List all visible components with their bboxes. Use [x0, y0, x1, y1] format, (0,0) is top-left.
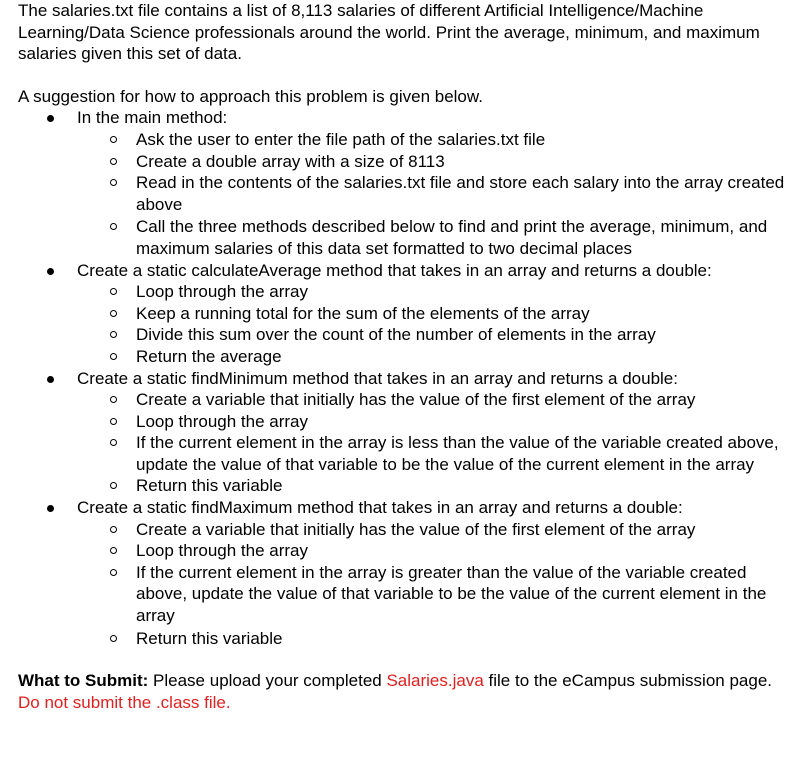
section-find-maximum — [18, 497, 788, 649]
intro-paragraph: The salaries.txt file contains a list of 8,113 salaries of different Artificial Intelligence/Machine Learning/Data Science professionals around the world. Print the average, minimum, and maximum salaries given this set of data. — [18, 1, 760, 64]
hollow-bullet-icon — [110, 526, 117, 533]
hollow-bullet-icon — [110, 418, 117, 425]
hollow-bullet-icon — [110, 569, 117, 576]
filled-bullet-icon — [47, 505, 54, 512]
sub-list — [77, 129, 788, 260]
hollow-bullet-icon — [110, 223, 117, 230]
list-item: Call the three methods described below to find and print the average, minimum, and maximum salaries of this data set formatted to two decimal places — [76, 216, 788, 259]
section-find-minimum — [18, 368, 788, 498]
hollow-bullet-icon — [110, 482, 117, 489]
list-item: If the current element in the array is less than the value of the variable created above, update the value of that variable to be the value of the current element in the array — [76, 432, 788, 475]
submission-instructions — [18, 670, 788, 713]
instruction-list — [18, 107, 788, 649]
list-item: Loop through the array — [76, 540, 788, 562]
section-calculate-average — [18, 260, 788, 368]
hollow-bullet-icon — [110, 439, 117, 446]
list-item: Ask the user to enter the file path of the salaries.txt file — [76, 129, 788, 151]
section-label: Create a static calculateAverage method that takes in an array and returns a double: — [77, 260, 712, 280]
hollow-bullet-icon — [110, 288, 117, 295]
list-item: Loop through the array — [76, 411, 788, 433]
list-item: Return the average — [76, 346, 788, 368]
submit-text-before: Please upload your completed — [148, 671, 387, 691]
submit-label: What to Submit: — [18, 671, 149, 691]
hollow-bullet-icon — [110, 158, 117, 165]
hollow-bullet-icon — [110, 353, 117, 360]
hollow-bullet-icon — [110, 396, 117, 403]
submit-warning: Do not submit the .class file. — [18, 692, 231, 712]
list-item: Divide this sum over the count of the number of elements in the array — [76, 324, 788, 346]
list-item: Keep a running total for the sum of the elements of the array — [76, 303, 788, 325]
list-item: Return this variable — [76, 475, 788, 497]
sub-list — [77, 281, 788, 367]
section-main-method — [18, 107, 788, 259]
filled-bullet-icon — [47, 268, 54, 275]
list-item: Create a variable that initially has the value of the first element of the array — [76, 519, 788, 541]
list-item: Create a variable that initially has the value of the first element of the array — [76, 389, 788, 411]
list-item: Loop through the array — [76, 281, 788, 303]
hollow-bullet-icon — [110, 310, 117, 317]
submit-filename: Salaries.java — [386, 671, 484, 691]
list-item: Create a double array with a size of 8113 — [76, 151, 788, 173]
filled-bullet-icon — [47, 376, 54, 383]
list-item: Read in the contents of the salaries.txt file and store each salary into the array created above — [76, 172, 788, 215]
sub-list — [77, 519, 788, 650]
list-item: Return this variable — [76, 628, 788, 650]
section-label: Create a static findMaximum method that takes in an array and returns a double: — [77, 498, 683, 518]
filled-bullet-icon — [47, 115, 54, 122]
hollow-bullet-icon — [110, 635, 117, 642]
hollow-bullet-icon — [110, 331, 117, 338]
list-item: If the current element in the array is greater than the value of the variable created above, update the value of that variable to be the value of the current element in the array — [76, 562, 788, 627]
hollow-bullet-icon — [110, 179, 117, 186]
submit-text-after: file to the eCampus submission page. — [483, 671, 773, 691]
section-label: In the main method: — [77, 108, 228, 128]
hollow-bullet-icon — [110, 547, 117, 554]
section-label: Create a static findMinimum method that takes in an array and returns a double: — [77, 368, 678, 388]
hollow-bullet-icon — [110, 136, 117, 143]
sub-list — [77, 389, 788, 497]
suggestion-line: A suggestion for how to approach this problem is given below. — [18, 86, 483, 106]
